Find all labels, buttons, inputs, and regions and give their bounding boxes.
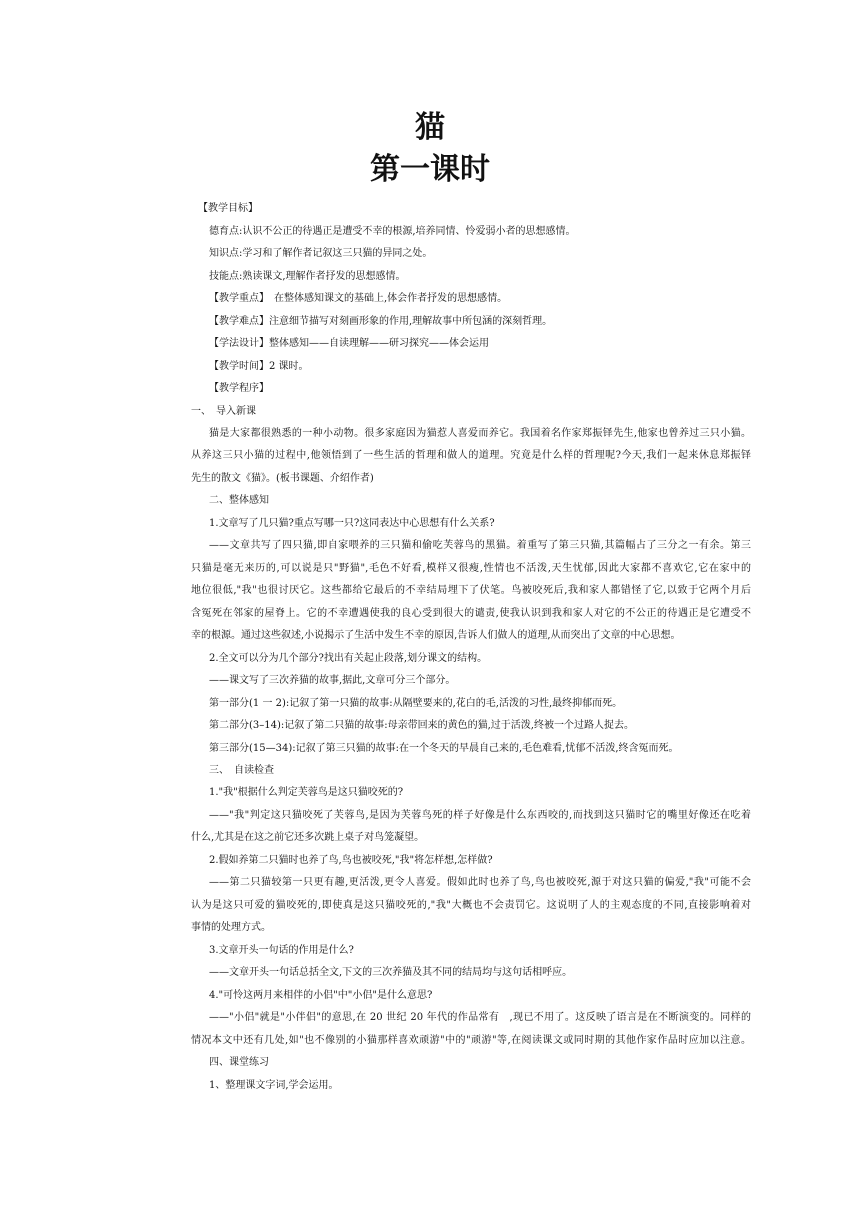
- page-subtitle: 第一课时: [370, 152, 490, 187]
- teaching-focus: 【教学重点】 在整体感知课文的基础上,体会作者抒发的思想感情。: [209, 293, 508, 304]
- question-check-2: 2.假如养第二只猫时也养了鸟,鸟也被咬死,"我"将怎样想,怎样做?: [209, 855, 493, 866]
- structure-part-2: 第二部分(3–14):记叙了第二只猫的故事:母亲带回来的黄色的猫,过于活泼,终被一个过路人捉去。: [209, 720, 634, 731]
- answer-line: 什么,尤其是在这之前它还多次跳上桌子对鸟笼凝望。: [191, 832, 425, 843]
- question-2: 2.全文可以分为几个部分?找出有关起止段落,划分课文的结构。: [209, 653, 488, 664]
- section-heading-objectives: 【教学目标】: [198, 203, 258, 214]
- answer-line: 事情的处理方式。: [191, 922, 271, 933]
- practice-item-1: 1、整理课文字词,学会运用。: [209, 1080, 339, 1091]
- answer-line: ——第二只猫较第一只更有趣,更活泼,更令人喜爱。假如此时也养了鸟,鸟也被咬死,源于对这只猫的偏爱,"我"可能不会: [209, 877, 751, 888]
- answer-line: ——课文写了三次养猫的故事,据此,文章可分三个部分。: [209, 675, 456, 686]
- section-heading-intro: 一、 导入新课: [191, 406, 256, 417]
- learning-method: 【学法设计】整体感知——自读理解——研习探究——体会运用: [209, 338, 489, 349]
- answer-line: ——"小侣"就是"小伴侣"的意思,在 20 世纪 20 年代的作品常有 ,现已不用了。这反映了语言是在不断演变的。同样的: [209, 1012, 751, 1023]
- moral-point: 德育点:认识不公正的待遇正是遭受不幸的根源,培养同情、怜爱弱小者的思想感情。: [209, 226, 576, 237]
- section-heading-self-check: 三、 自读检查: [209, 765, 274, 776]
- knowledge-point: 知识点:学习和了解作者记叙这三只猫的异同之处。: [209, 248, 433, 259]
- question-check-3: 3.文章开头一句话的作用是什么?: [209, 945, 354, 956]
- question-1: 1.文章写了几只猫?重点写哪一只?这同表达中心思想有什么关系?: [209, 518, 495, 529]
- teaching-difficulty: 【教学难点】注意细节描写对刻画形象的作用,理解故事中所包涵的深刻哲理。: [209, 316, 553, 327]
- paragraph-line: 先生的散文《猫》。(板书课题、介绍作者): [191, 473, 374, 484]
- answer-line: 幸的根源。通过这些叙述,小说揭示了生活中发生不幸的原因,告诉人们做人的道理,从而突出了文章的中心思想。: [191, 630, 681, 641]
- answer-line: 情况本文中还有几处,如"也不像别的小猫那样喜欢顽游"中的"顽游"等,在阅读课文或同时期的其他作家作品时应加以注意。: [191, 1035, 751, 1046]
- question-check-4: 4."可怜这两月来相伴的小侣"中"小侣"是什么意思?: [209, 990, 433, 1001]
- question-check-1: 1."我"根据什么判定芙蓉鸟是这只猫咬死的?: [209, 787, 404, 798]
- structure-part-3: 第三部分(15—34):记叙了第三只猫的故事:在一个冬天的早晨自己来的,毛色难看,忧郁不活泼,终含冤而死。: [209, 743, 679, 754]
- answer-line: 地位很低,"我"也很讨厌它。这些都给它最后的不幸结局埋下了伏笔。鸟被咬死后,我和家人都错怪了它,以致于它两个月后: [191, 585, 751, 596]
- section-heading-overview: 二、整体感知: [209, 495, 269, 506]
- section-heading-procedure: 【教学程序】: [209, 383, 269, 394]
- section-heading-practice: 四、课堂练习: [209, 1057, 269, 1068]
- answer-line: 含冤死在邻家的屋脊上。它的不幸遭遇使我的良心受到很大的谴责,使我认识到我和家人对它的不公正的待遇正是它遭受不: [191, 608, 751, 619]
- answer-line: ——"我"判定这只猫咬死了芙蓉鸟,是因为芙蓉鸟死的样子好像是什么东西咬的,而找到这只猫时它的嘴里好像还在吃着: [209, 810, 751, 821]
- teaching-time: 【教学时间】2 课时。: [209, 361, 309, 372]
- answer-line: 只猫是毫无来历的,可以说是只"野猫",毛色不好看,模样又很瘦,性情也不活泼,天生忧郁,因此大家都不喜欢它,它在家中的: [191, 563, 751, 574]
- answer-line: ——文章开头一句话总括全文,下文的三次养猫及其不同的结局均与这句话相呼应。: [209, 967, 573, 978]
- page-title: 猫: [415, 110, 445, 145]
- paragraph-line: 猫是大家都很熟悉的一种小动物。很多家庭因为猫惹人喜爱而养它。我国着名作家郑振铎先生,他家也曾养过三只小猫。: [209, 428, 751, 439]
- paragraph-line: 从养这三只小猫的过程中,他领悟到了一些生活的哲理和做人的道理。究竟是什么样的哲理呢?今天,我们一起来休息郑振铎: [191, 450, 751, 461]
- answer-line: 认为是这只可爱的猫咬死的,即使真是这只猫咬死的,"我"大概也不会责罚它。这说明了人的主观态度的不同,直接影响着对: [191, 900, 751, 911]
- structure-part-1: 第一部分(1 一 2):记叙了第一只猫的故事:从隔壁要来的,花白的毛,活泼的习性,最终抑郁而死。: [209, 698, 623, 709]
- skill-point: 技能点:熟读课文,理解作者抒发的思想感情。: [209, 271, 406, 282]
- answer-line: ——文章共写了四只猫,即自家喂养的三只猫和偷吃芙蓉鸟的黑猫。着重写了第三只猫,其篇幅占了三分之一有余。第三: [209, 540, 751, 551]
